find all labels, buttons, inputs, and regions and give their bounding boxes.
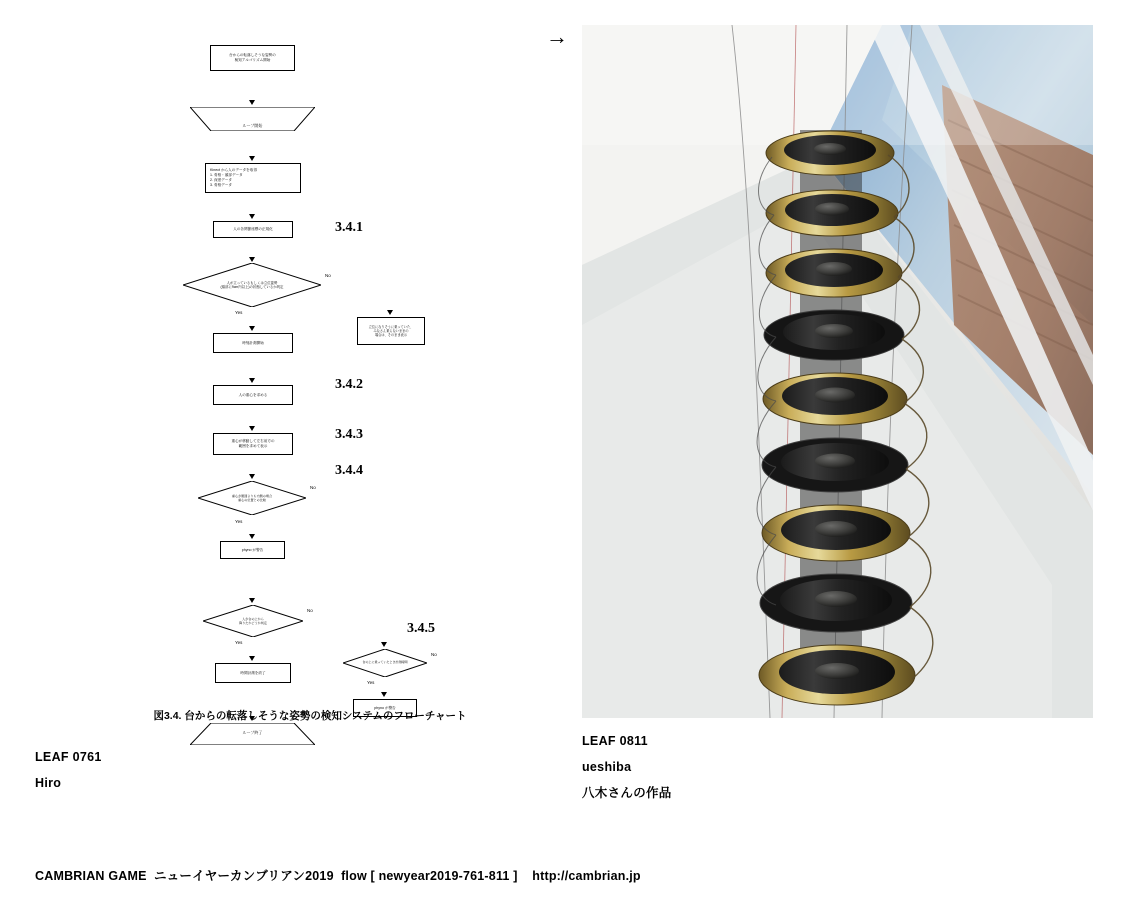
connector-line (135, 393, 136, 419)
connector-line (135, 442, 136, 466)
connector-line (135, 202, 136, 230)
branch-label-no: No (431, 652, 437, 657)
flowchart-node-range (213, 433, 293, 455)
branch-label-no: No (307, 608, 313, 613)
branch-label-yes: Yes (367, 680, 375, 685)
connector-line (135, 276, 136, 298)
flowchart-node-start-label: 台からの転落しそうな姿勢の 検知アルゴリズム開始 (229, 53, 276, 62)
flowchart-node-phyno-warning-1-label: phyno が警告 (241, 547, 264, 552)
left-caption-block (35, 744, 102, 796)
flowchart-decision-range (198, 481, 306, 515)
connector-line (135, 254, 136, 276)
flowchart-node-normalize-label: 人の各関節座標の正規化 (233, 227, 273, 232)
connector-line (135, 230, 136, 254)
stacked-speakers-photo (582, 25, 1093, 718)
flowchart-node-start (210, 45, 295, 71)
connector-line (135, 173, 205, 174)
left-leaf-panel (35, 20, 545, 735)
flowchart-node-end-timer (215, 663, 291, 683)
right-caption-block (582, 728, 672, 806)
right-leaf-id: LEAF 0811 (582, 734, 648, 748)
connector-arrow (249, 100, 255, 105)
flowchart-node-range-label: 重心が移動して左右前方の 範囲を求めて表示 (231, 439, 275, 448)
figure-caption: 図3.4. 台からの転落しそうな姿勢の検知システムのフローチャート (153, 710, 467, 722)
branch-label-no: No (310, 485, 316, 490)
right-leaf-author: ueshiba (582, 760, 632, 774)
flowchart-node-normalize (213, 221, 293, 238)
flowchart-node-end-timer-label: 時間計測を終了 (240, 670, 266, 675)
connector-line (135, 77, 136, 105)
connector-arrow (387, 310, 393, 315)
connector-arrow (249, 326, 255, 331)
connector-arrow (249, 378, 255, 383)
connector-line (135, 45, 136, 77)
flowchart-node-phyno-warning-1 (220, 541, 285, 559)
connector-line (135, 299, 136, 376)
connector-arrow (249, 257, 255, 262)
connector-line (135, 538, 335, 539)
connector-line (135, 151, 136, 173)
flowchart-node-loop-end-label: ループ終了 (242, 730, 263, 735)
flowchart-section-3-4-3: 3.4.3 (335, 427, 363, 442)
left-leaf-id: LEAF 0761 (35, 750, 102, 764)
connector-line (135, 506, 136, 524)
connector-line (135, 611, 172, 612)
connector-arrow (249, 534, 255, 539)
connector-line (135, 105, 136, 129)
page-footer: CAMBRIAN GAME ニューイヤーカンブリアン2019 flow [ newyear2019-761-811 ] http://cambrian.jp (35, 869, 641, 883)
flowchart-decision-standing-label: 人が立っているもしくは立位姿勢 (頭部に9cm内以上)の状態しているか判定 (220, 280, 284, 289)
connector-line (135, 376, 237, 377)
branch-label-yes: Yes (235, 310, 243, 315)
right-leaf-description: 八木さんの作品 (582, 786, 672, 800)
connector-line (135, 298, 185, 299)
flowchart-decision-standing (183, 263, 321, 307)
connector-line (135, 174, 136, 202)
connector-arrow (249, 156, 255, 161)
flowchart-section-3-4-4: 3.4.4 (335, 463, 363, 478)
left-leaf-author: Hiro (35, 776, 62, 790)
right-arrow-icon: → (546, 24, 568, 49)
flowchart-decision-measured-time-label: 台の上に乗っていたとき計測時間 (362, 660, 408, 665)
flowchart-node-loop-start-label: ループ開始 (242, 123, 263, 128)
connector-line (135, 524, 136, 538)
flowchart-decision-range-label: 重心が範囲よりも内側の場合 重心の位置との比較 (231, 493, 273, 502)
branch-label-yes: Yes (235, 640, 243, 645)
flowchart-node-center-of-gravity-label: 人の重心を求める (238, 392, 268, 397)
connector-arrow (249, 474, 255, 479)
branch-label-yes: Yes (235, 519, 243, 524)
flowchart-node-loop-end (190, 723, 315, 745)
connector-arrow (249, 656, 255, 661)
connector-line (135, 466, 136, 506)
flowchart-node-start-timer-label: 時刻計測開始 (242, 340, 264, 345)
flowchart-decision-measured-time (343, 649, 427, 677)
connector-arrow (381, 692, 387, 697)
flowchart-decision-stepped-down (203, 605, 303, 637)
flowchart-node-start-timer (213, 333, 293, 353)
flowchart-section-3-4-5: 3.4.5 (407, 621, 435, 636)
connector-arrow (249, 426, 255, 431)
flowchart-node-kinect-data-label: Kinect から人のデータを取得 1. 骨格・頭部データ 2. 深度データ 3. 骨格データ (210, 168, 257, 187)
flowchart-node-note (357, 317, 425, 345)
flowchart-node-center-of-gravity (213, 385, 293, 405)
flowchart-section-3-4-1: 3.4.1 (335, 220, 363, 235)
connector-line (135, 539, 136, 611)
flowchart-node-kinect-data (205, 163, 301, 193)
connector-line (135, 441, 217, 442)
connector-arrow (249, 214, 255, 219)
connector-arrow (381, 642, 387, 647)
connector-line (135, 129, 136, 151)
flowchart-section-3-4-2: 3.4.2 (335, 377, 363, 392)
flowchart-node-loop-start (190, 107, 315, 131)
flowchart-node-phyno-warning-2-label: phyno が警告 (374, 705, 396, 710)
connector-line (135, 377, 136, 393)
connector-line (135, 419, 136, 441)
flowchart-node-note-label: 立位になりそうに乗っていた、 みなさん乗らないままの 場合は、そのまま表示 (368, 324, 414, 338)
connector-arrow (249, 598, 255, 603)
flowchart-decision-stepped-down-label: 人が台の上から 降りたかどうか判定 (239, 616, 267, 625)
branch-label-no: No (325, 273, 331, 278)
